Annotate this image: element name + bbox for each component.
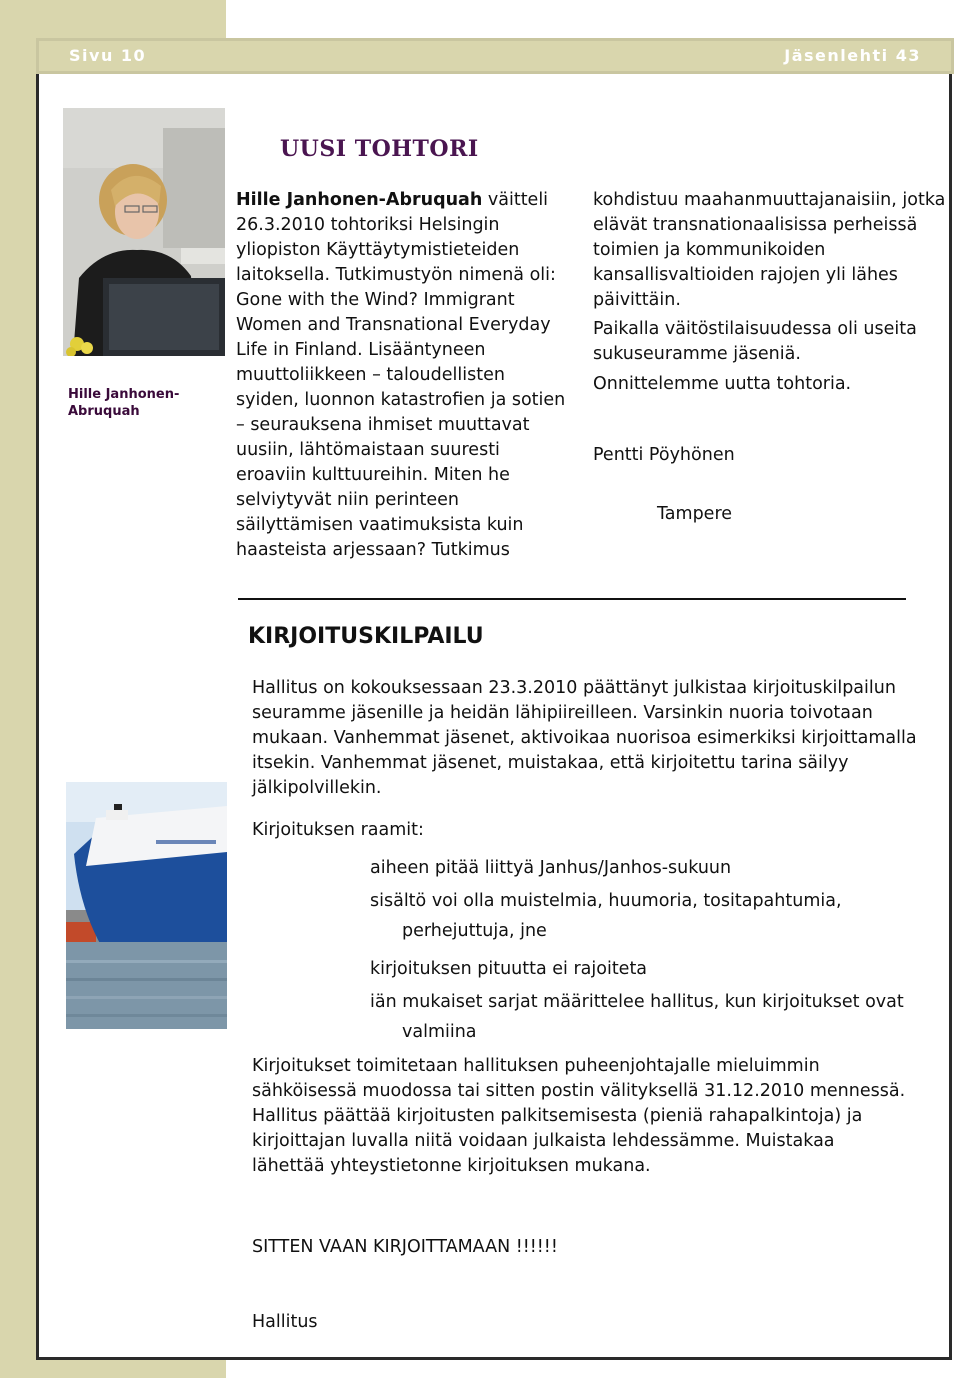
rule-item-line1: kirjoituksen pituutta ei rajoiteta [370,959,648,979]
rule-item-line1: sisältö voi olla muistelmia, huumoria, tositapahtumia, [370,891,842,911]
article2-submission [252,1054,912,1179]
rule-item [370,856,930,881]
author-name: Hille Janhonen-Abruquah [236,190,483,210]
page-header [36,38,954,74]
article2-intro [252,676,922,801]
article-title-uusi-tohtori: UUSI TOHTORI [280,136,479,162]
rule-item [370,889,930,944]
page-number: Sivu 10 [69,46,147,65]
signature-place: Tampere [657,504,733,524]
rule-item-line2: valmiina [402,1022,477,1042]
article1-right-p3: Onnittelemme uutta tohtoria. [593,374,852,394]
article1-right-p1: kohdistuu maahanmuuttajanaisiin, jotka elävät transnationaalisissa perheissä toimien ja kommunikoiden kansallisvaltioiden rajojen yli lähes päivittäin. [593,190,946,310]
article1-left-paragraph [236,188,571,563]
rule-item-line1: iän mukaiset sarjat määrittelee hallitus, kun kirjoitukset ovat [370,992,904,1012]
rule-item-line1: aiheen pitää liittyä Janhus/Janhos-sukuun [370,858,732,878]
call-to-action: SITTEN VAAN KIRJOITTAMAAN !!!!!! [252,1237,558,1257]
article2-submission-text: Kirjoitukset toimitetaan hallituksen puheenjohtajalle mieluimmin sähköisessä muodossa tai sitten postin välityksellä 31.12.2010 mennessä. Hallitus päättää kirjoitusten palkitsemisesta (pieniä rahapalkintoja) ja kirjoittajan luvalla niitä voidaan julkaista lehdessämme. Muistakaa lähettää yhteystietonne kirjoituksen mukana. [252,1056,906,1176]
ship-photo [66,782,227,1029]
section-divider [238,598,906,600]
rule-item [370,990,940,1045]
rule-item [370,957,930,982]
photo-caption: Hille Janhonen-Abruquah [68,387,180,419]
portrait-photo [63,108,225,356]
frame-label: Kirjoituksen raamit: [252,820,424,840]
article1-column-left [236,188,571,563]
article1-column-right [593,188,948,527]
issue-title: Jäsenlehti 43 [784,46,921,65]
article1-left-text: väitteli 26.3.2010 tohtoriksi Helsingin yliopiston Käyttäytymistieteiden laitoksella. Tutkimustyön nimenä oli: Gone with the Wind? Immigrant Women and Transnational Everyday Life in Finland. Lisääntyneen muuttoliikkeen – taloudellisten syiden, luonnon katastrofien ja sotien – seurauksena ihmiset muuttavat uusiin, lähtömaistaan suuresti eroaviin kulttuureihin. Miten he selviytyvät niin perinteen säilyttämisen vaatimuksista kuin haasteista arjessaan? Tutkimus [236,190,566,560]
article2-intro-text: Hallitus on kokouksessaan 23.3.2010 päättänyt julkistaa kirjoituskilpailun seuramme jäsenille ja heidän lähipiireilleen. Varsinkin nuoria toivotaan mukaan. Vanhemmat jäsenet, aktivoikaa nuorisoa esimerkiksi kirjoittamalla itsekin. Vanhemmat jäsenet, muistakaa, että kirjoitettu tarina säilyy jälkipolvillekin. [252,678,917,798]
rule-item-line2: perhejuttuja, jne [402,921,547,941]
signature-name: Pentti Pöyhönen [593,445,735,465]
article2-signature: Hallitus [252,1312,318,1332]
article1-right-p2: Paikalla väitöstilaisuudessa oli useita sukuseuramme jäseniä. [593,319,917,364]
article-title-kirjoituskilpailu: KIRJOITUSKILPAILU [248,624,484,649]
